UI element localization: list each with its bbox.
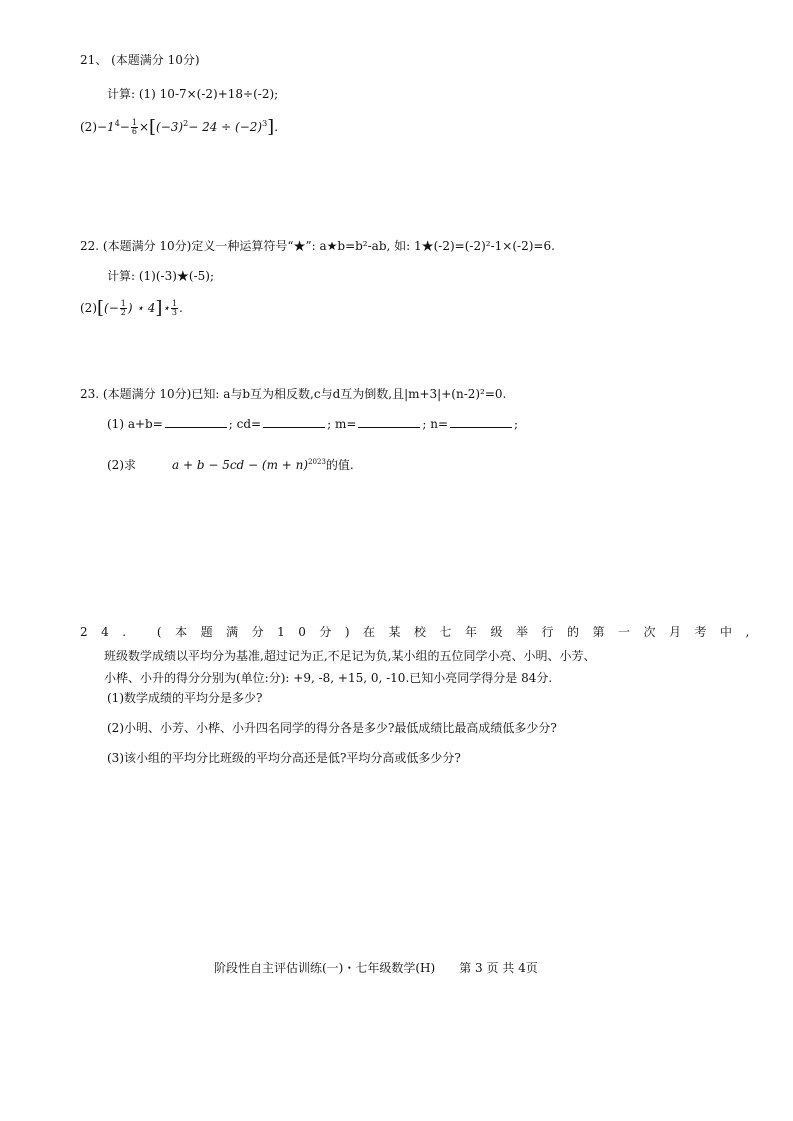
q24-part3: (3)该小组的平均分比班级的平均分高还是低?平均分高或低多少分? (107, 751, 461, 765)
q22-bracket-open: [ (97, 297, 105, 319)
q21-part2-exp: 4 (114, 119, 120, 128)
q21-fraction: $\frac{1}{6}$ (131, 118, 137, 136)
q23-ab-blank[interactable] (165, 416, 227, 428)
q22-fraction-1: $\frac{1}{2}$ (120, 299, 126, 317)
q23-cd-label: ; cd= (228, 417, 262, 431)
q24-part1: (1)数学成绩的平均分是多少? (107, 691, 263, 705)
q22-part2-c: ⋆ (162, 301, 170, 315)
q22-part2-a: (− (104, 301, 119, 315)
q22-fraction-2: $\frac{1}{3}$ (171, 299, 177, 317)
q21-bracket-close: ] (267, 116, 275, 138)
q21-bracket-open: [ (149, 116, 157, 138)
q23-part2-label: (2)求 (107, 458, 136, 472)
q22-part2-end: . (178, 301, 183, 315)
page-footer: 阶段性自主评估训练(一)・七年级数学(H) 第 3 页 共 4页 (214, 961, 538, 975)
q23-part2-exp: 2023 (308, 458, 326, 466)
q22-part2-label: (2) (80, 301, 97, 315)
q24-part2: (2)小明、小芳、小桦、小升四名同学的得分各是多少?最低成绩比最高成绩低多少分? (107, 721, 557, 735)
q22-part2-b: ) ⋆ 4 (127, 301, 156, 315)
q23-part2-expr: a + b − 5cd − (m + n) (172, 458, 309, 472)
q21-part2-b: − (119, 120, 130, 134)
q21-part2-c: × (138, 120, 150, 134)
q23-part1-end: ; (514, 417, 519, 431)
q22-part1: 计算: (1)(-3)★(-5); (107, 269, 215, 283)
q21-part2-d: (−3) (156, 120, 184, 134)
q23-part2 (107, 454, 354, 473)
q21-part2-a: −1 (97, 120, 115, 134)
q23-ab-label: (1) a+b= (107, 417, 163, 431)
q23-header: 23. (本题满分 10分)已知: a与b互为相反数,c与d互为倒数,且|m+3|+(n-2)²=0. (80, 387, 507, 401)
q21-part2-label: (2) (80, 120, 97, 134)
q23-part1 (107, 416, 518, 432)
q23-m-label: ; m= (327, 417, 357, 431)
q22-part2 (80, 297, 183, 319)
q21-part2-e: − 24 ÷ (−2) (188, 120, 263, 134)
q24-header: 24. (本题满分10分)在某校七年级举行的第一次月考中, (80, 625, 763, 639)
q22-header: 22. (本题满分 10分)定义一种运算符号“★”: a★b=b²-ab, 如: 1★(-2)=(-2)²-1×(-2)=6. (80, 239, 555, 253)
q21-part2-exp2: 2 (183, 119, 189, 128)
q22-bracket-close: ] (155, 297, 163, 319)
q21-part2-exp3: 3 (262, 119, 268, 128)
q23-part2-end: 的值. (325, 458, 354, 472)
q24-line2: 班级数学成绩以平均分为基准,超过记为正,不足记为负,某小组的五位同学小亮、小明、小芳、 (104, 649, 596, 663)
q23-m-blank[interactable] (358, 416, 420, 428)
q21-part2 (80, 116, 278, 136)
q23-n-blank[interactable] (450, 416, 512, 428)
q21-header: 21、 (本题满分 10分) (80, 53, 200, 67)
q21-part2-end: . (274, 120, 279, 134)
q23-n-label: ; n= (422, 417, 449, 431)
q24-line3: 小桦、小升的得分分别为(单位:分): +9, -8, +15, 0, -10.已知小亮同学得分是 84分. (104, 671, 553, 685)
q23-cd-blank[interactable] (263, 416, 325, 428)
q21-part1: 计算: (1) 10-7×(-2)+18÷(-2); (107, 87, 279, 101)
